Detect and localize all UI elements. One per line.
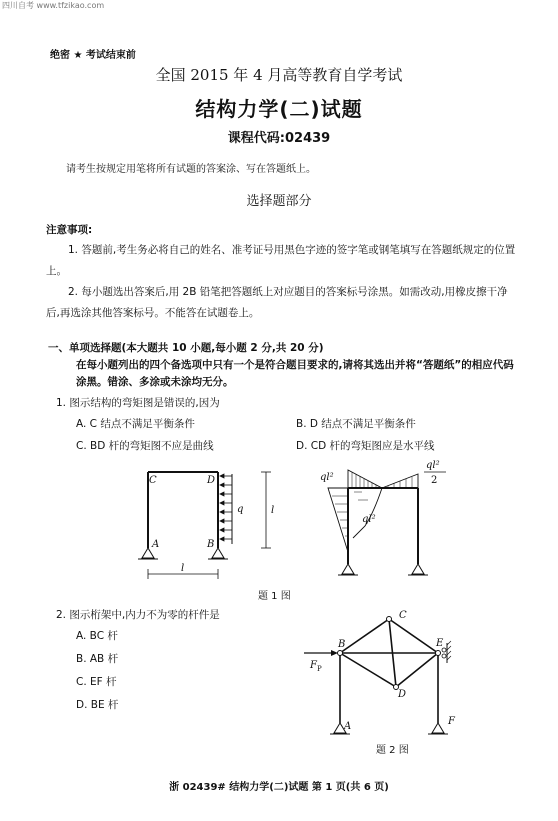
q1-caption: 题 1 图 xyxy=(258,591,291,602)
q2-label-e: E xyxy=(436,638,444,649)
q2-label-fp: F xyxy=(310,660,317,671)
q1-label-d: D xyxy=(207,475,216,486)
q1-option-d: D. CD 杆的弯矩图应是水平线 xyxy=(296,440,435,452)
course-code: 课程代码:02439 xyxy=(227,131,331,146)
secret-label: 绝密 ★ 考试结束前 xyxy=(50,50,136,61)
q2-label-d: D xyxy=(398,689,407,700)
q1-stem: 1. 图示结构的弯矩图是错误的,因为 xyxy=(56,397,220,409)
page-footer: 浙 02439# 结构力学(二)试题 第 1 页(共 6 页) xyxy=(169,782,389,793)
q2-option-d: D. BE 杆 xyxy=(76,699,119,711)
q2-option-c: C. EF 杆 xyxy=(76,676,117,688)
q1-moment-label-left: ql² xyxy=(320,472,334,483)
q2-truss-figure xyxy=(298,605,474,755)
q2-label-b: B xyxy=(338,639,346,650)
q2-option-a: A. BC 杆 xyxy=(76,630,118,642)
q1-option-a: A. C 结点不满足平衡条件 xyxy=(76,418,195,430)
q2-option-b: B. AB 杆 xyxy=(76,653,119,665)
note-item-2: 2. 每小题选出答案后,用 2B 铅笔把答题纸上对应题目的答案标号涂黑。如需改动,用橡皮擦干净后,再选涂其他答案标号。不能答在试题卷上。 xyxy=(46,286,508,319)
q1-label-l-vertical: l xyxy=(271,505,275,516)
q1-option-c: C. BD 杆的弯矩图不应是曲线 xyxy=(76,440,214,452)
q1-label-b: B xyxy=(207,539,215,550)
q2-label-fp-sub: P xyxy=(317,665,322,673)
q2-label-c: C xyxy=(399,610,407,621)
notes-heading: 注意事项: xyxy=(46,224,93,236)
q1-moment-label-right-den: 2 xyxy=(431,475,438,486)
q1-moment-label-right: ql² xyxy=(426,460,440,471)
q1-moment-diagram xyxy=(318,452,458,590)
q2-stem: 2. 图示桁架中,内力不为零的杆件是 xyxy=(56,609,220,621)
q2-label-f: F xyxy=(448,716,455,727)
section-title: 选择题部分 xyxy=(246,194,312,209)
watermark: 四川自考 www.tfzikao.com xyxy=(2,1,105,10)
page-title: 结构力学(二)试题 xyxy=(195,97,363,121)
part1-heading: 一、单项选择题(本大题共 10 小题,每小题 2 分,共 20 分) xyxy=(48,342,324,354)
q1-option-b: B. D 结点不满足平衡条件 xyxy=(296,418,416,430)
q1-label-c: C xyxy=(149,475,157,486)
q1-label-a: A xyxy=(152,539,160,550)
exam-name: 全国 2015 年 4 月高等教育自学考试 xyxy=(155,66,403,84)
q1-frame-figure xyxy=(130,458,290,590)
q1-moment-label-mid: ql² xyxy=(362,514,376,525)
instruction: 请考生按规定用笔将所有试题的答案涂、写在答题纸上。 xyxy=(66,164,316,175)
part1-description: 在每小题列出的四个备选项中只有一个是符合题目要求的,请将其选出并将“答题纸”的相应代码涂黑。错涂、多涂或未涂均无分。 xyxy=(76,359,514,388)
q1-label-l-horizontal: l xyxy=(181,563,185,574)
q1-label-q: q xyxy=(237,504,244,515)
note-item-1: 1. 答题前,考生务必将自己的姓名、准考证号用黑色字迹的签字笔或钢笔填写在答题纸规定的位置上。 xyxy=(46,244,516,277)
q2-label-a: A xyxy=(344,721,352,732)
q2-caption: 题 2 图 xyxy=(376,745,409,756)
